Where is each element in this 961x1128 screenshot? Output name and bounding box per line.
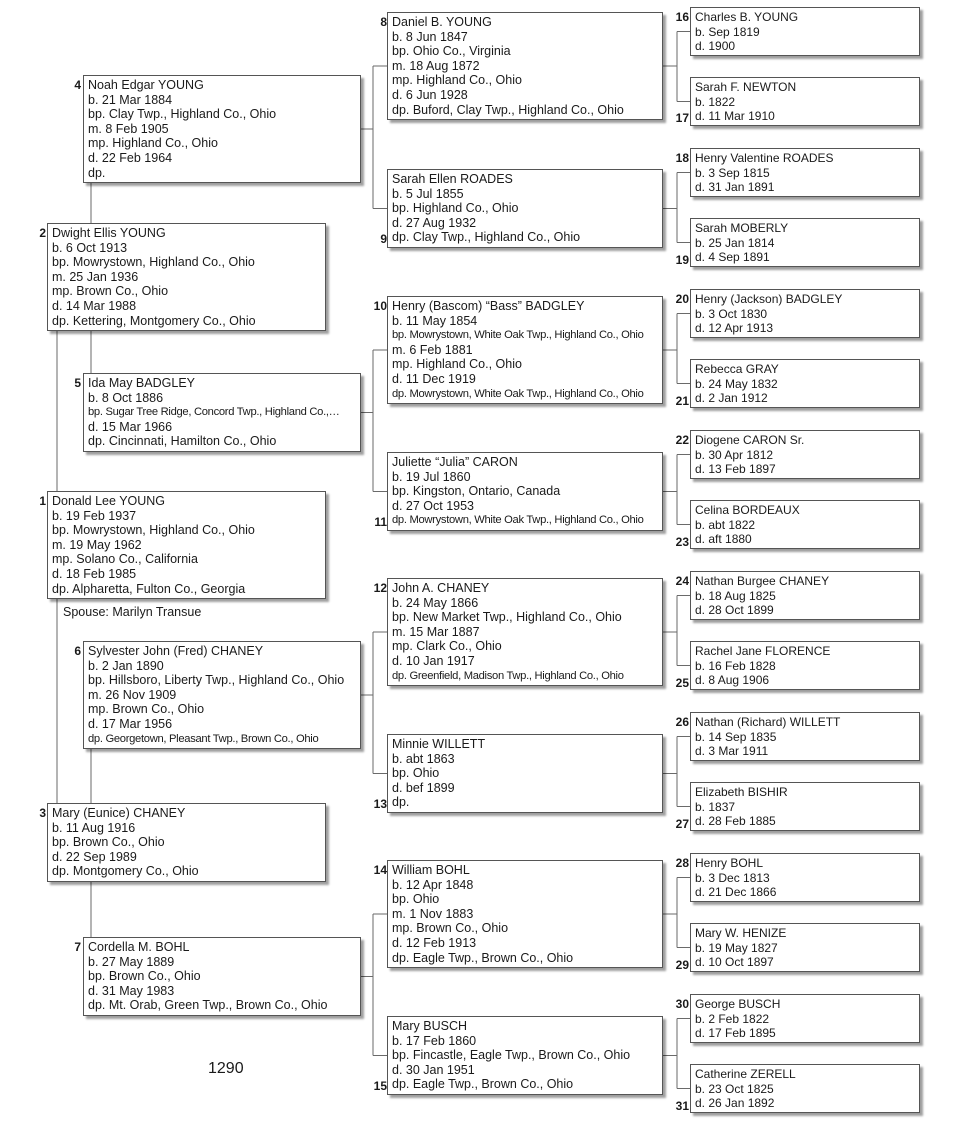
person-name: Elizabeth BISHIR <box>695 785 788 799</box>
person-box-20 <box>690 289 920 338</box>
person-fact: bp. Hillsboro, Liberty Twp., Highland Co., Ohio <box>88 673 345 688</box>
ahnentafel-number: 18 <box>675 151 689 165</box>
ahnentafel-number: 17 <box>675 111 689 125</box>
person-fact: bp. Highland Co., Ohio <box>392 201 519 216</box>
person-fact: bp. New Market Twp., Highland Co., Ohio <box>392 610 622 625</box>
person-box-27 <box>690 782 920 831</box>
person-fact: d. 6 Jun 1928 <box>392 87 468 102</box>
person-fact: d. 17 Mar 1956 <box>88 716 173 731</box>
person-fact: b. 17 Feb 1860 <box>392 1033 477 1048</box>
ahnentafel-number: 25 <box>675 676 689 690</box>
person-name: Noah Edgar YOUNG <box>88 78 204 92</box>
person-fact: dp. Clay Twp., Highland Co., Ohio <box>392 230 581 245</box>
ahnentafel-number: 24 <box>675 574 689 588</box>
person-fact: b. 16 Feb 1828 <box>695 658 776 673</box>
person-fact: mp. Highland Co., Ohio <box>392 73 522 88</box>
ahnentafel-number: 22 <box>675 433 689 447</box>
person-box-16 <box>690 7 920 56</box>
person-fact: bp. Ohio <box>392 766 440 781</box>
person-fact: d. aft 1880 <box>695 532 752 547</box>
ahnentafel-number: 1 <box>39 494 46 508</box>
person-fact: bp. Brown Co., Ohio <box>88 969 201 984</box>
person-fact: mp. Clark Co., Ohio <box>392 639 502 654</box>
person-fact: d. 12 Apr 1913 <box>695 321 774 336</box>
person-fact: b. 8 Jun 1847 <box>392 29 468 44</box>
person-fact: b. 1822 <box>695 94 736 109</box>
person-fact: d. 26 Jan 1892 <box>695 1096 775 1111</box>
person-fact: d. 17 Feb 1895 <box>695 1026 776 1041</box>
person-fact: dp. Eagle Twp., Brown Co., Ohio <box>392 950 574 965</box>
person-fact: b. 2 Jan 1890 <box>88 658 164 673</box>
person-box-29 <box>690 923 920 972</box>
ahnentafel-number: 16 <box>675 10 689 24</box>
person-fact: d. 10 Jan 1917 <box>392 653 475 668</box>
person-fact: bp. Brown Co., Ohio <box>52 835 165 850</box>
person-box-19 <box>690 218 920 267</box>
person-box-18 <box>690 148 920 197</box>
ahnentafel-number: 7 <box>74 940 81 954</box>
person-box-13 <box>387 734 663 813</box>
person-box-31 <box>690 1064 920 1113</box>
person-fact: d. 1900 <box>695 39 736 54</box>
person-box-7 <box>83 937 361 1016</box>
person-box-30 <box>690 994 920 1043</box>
person-fact: bp. Mowrystown, Highland Co., Ohio <box>52 523 255 538</box>
person-fact: dp. Kettering, Montgomery Co., Ohio <box>52 313 256 328</box>
person-fact: d. 11 Dec 1919 <box>392 371 476 386</box>
person-name: Daniel B. YOUNG <box>392 15 492 29</box>
person-box-6 <box>83 641 361 749</box>
person-fact: mp. Solano Co., California <box>52 552 198 567</box>
ahnentafel-number: 21 <box>675 394 689 408</box>
person-fact: d. 18 Feb 1985 <box>52 566 137 581</box>
person-fact: m. 26 Nov 1909 <box>88 687 177 702</box>
ahnentafel-number: 10 <box>373 299 387 313</box>
ahnentafel-number: 30 <box>675 997 689 1011</box>
person-fact: m. 1 Nov 1883 <box>392 906 474 921</box>
person-name: Rachel Jane FLORENCE <box>695 644 831 658</box>
person-fact: m. 18 Aug 1872 <box>392 58 480 73</box>
person-fact: d. bef 1899 <box>392 780 455 795</box>
person-fact: bp. Mowrystown, White Oak Twp., Highland Co., Ohio <box>392 329 644 342</box>
person-fact: bp. Clay Twp., Highland Co., Ohio <box>88 107 277 122</box>
person-name: Nathan Burgee CHANEY <box>695 574 830 588</box>
ahnentafel-number: 8 <box>380 15 387 29</box>
person-fact: d. 27 Oct 1953 <box>392 498 475 513</box>
person-fact: b. 21 Mar 1884 <box>88 92 173 107</box>
ahnentafel-number: 19 <box>675 253 689 267</box>
ahnentafel-number: 13 <box>373 797 387 811</box>
person-fact: dp. Buford, Clay Twp., Highland Co., Ohio <box>392 102 624 117</box>
person-fact: bp. Ohio <box>392 892 440 907</box>
person-fact: m. 25 Jan 1936 <box>52 269 139 284</box>
person-box-5 <box>83 373 361 452</box>
person-fact: b. 19 Jul 1860 <box>392 469 471 484</box>
person-fact: b. 3 Dec 1813 <box>695 870 770 885</box>
person-box-8 <box>387 12 663 120</box>
person-fact: d. 21 Dec 1866 <box>695 885 777 900</box>
person-name: Henry (Bascom) “Bass” BADGLEY <box>392 299 585 313</box>
person-fact: b. 11 May 1854 <box>392 313 478 328</box>
person-fact: b. 19 Feb 1937 <box>52 508 137 523</box>
person-name: Donald Lee YOUNG <box>52 494 166 508</box>
person-name: John A. CHANEY <box>392 581 490 595</box>
person-name: Dwight Ellis YOUNG <box>52 226 166 240</box>
person-fact: dp. Mt. Orab, Green Twp., Brown Co., Ohio <box>88 998 328 1013</box>
spouse-note <box>63 605 201 619</box>
person-box-23 <box>690 500 920 549</box>
ahnentafel-number: 27 <box>675 817 689 831</box>
ahnentafel-number: 4 <box>74 78 81 92</box>
person-fact: dp. Montgomery Co., Ohio <box>52 864 199 879</box>
person-name: Charles B. YOUNG <box>695 10 799 24</box>
person-name: Catherine ZERELL <box>695 1067 796 1081</box>
person-fact: mp. Brown Co., Ohio <box>52 284 169 299</box>
person-name: Juliette “Julia” CARON <box>392 455 518 469</box>
person-fact: d. 22 Feb 1964 <box>88 150 173 165</box>
person-box-25 <box>690 641 920 690</box>
ahnentafel-number: 2 <box>39 226 46 240</box>
ahnentafel-number: 3 <box>39 806 46 820</box>
person-fact: d. 8 Aug 1906 <box>695 673 770 688</box>
person-name: Diogene CARON Sr. <box>695 433 805 447</box>
person-fact: mp. Highland Co., Ohio <box>88 136 218 151</box>
person-fact: d. 27 Aug 1932 <box>392 215 477 230</box>
person-name: Minnie WILLETT <box>392 737 486 751</box>
person-fact: b. 2 Feb 1822 <box>695 1011 770 1026</box>
person-fact: bp. Fincastle, Eagle Twp., Brown Co., Ohio <box>392 1048 631 1063</box>
person-name: Cordella M. BOHL <box>88 940 190 954</box>
person-fact: dp. Cincinnati, Hamilton Co., Ohio <box>88 434 277 449</box>
person-fact: b. 14 Sep 1835 <box>695 729 777 744</box>
person-name: Henry (Jackson) BADGLEY <box>695 292 843 306</box>
person-fact: b. 19 May 1827 <box>695 940 778 955</box>
person-fact: dp. Alpharetta, Fulton Co., Georgia <box>52 581 246 596</box>
person-fact: b. 24 May 1832 <box>695 376 778 391</box>
person-name: William BOHL <box>392 863 470 877</box>
person-fact: dp. Greenfield, Madison Twp., Highland Co., Ohio <box>392 669 624 682</box>
ahnentafel-number: 6 <box>74 644 81 658</box>
person-fact: d. 12 Feb 1913 <box>392 935 477 950</box>
person-name: Rebecca GRAY <box>695 362 779 376</box>
person-fact: d. 13 Feb 1897 <box>695 462 776 477</box>
person-fact: b. 3 Sep 1815 <box>695 165 770 180</box>
person-fact: bp. Ohio Co., Virginia <box>392 44 511 59</box>
person-fact: d. 31 Jan 1891 <box>695 180 775 195</box>
person-box-12 <box>387 578 663 686</box>
person-fact: b. 11 Aug 1916 <box>52 820 136 835</box>
ahnentafel-number: 23 <box>675 535 689 549</box>
spouse-name: Marilyn Transue <box>112 605 202 619</box>
person-fact: bp. Sugar Tree Ridge, Concord Twp., Highland Co.,… <box>88 406 340 419</box>
person-fact: dp. <box>392 795 410 810</box>
person-fact: m. 15 Mar 1887 <box>392 624 480 639</box>
page-number: 1290 <box>208 1060 244 1077</box>
person-box-21 <box>690 359 920 408</box>
person-box-3 <box>47 803 326 882</box>
person-name: Mary BUSCH <box>392 1019 468 1033</box>
ahnentafel-number: 11 <box>374 515 387 529</box>
person-fact: bp. Mowrystown, Highland Co., Ohio <box>52 255 255 270</box>
person-fact: b. 8 Oct 1886 <box>88 390 164 405</box>
person-fact: dp. Georgetown, Pleasant Twp., Brown Co., Ohio <box>88 732 319 745</box>
ahnentafel-number: 28 <box>675 856 689 870</box>
person-box-15 <box>387 1016 663 1095</box>
spouse-label: Spouse: <box>63 605 109 619</box>
person-name: Mary (Eunice) CHANEY <box>52 806 186 820</box>
person-name: Sylvester John (Fred) CHANEY <box>88 644 264 658</box>
person-fact: d. 28 Feb 1885 <box>695 814 776 829</box>
person-box-26 <box>690 712 920 761</box>
person-fact: d. 2 Jan 1912 <box>695 391 768 406</box>
person-fact: b. 1837 <box>695 799 736 814</box>
person-name: Henry Valentine ROADES <box>695 151 834 165</box>
person-fact: dp. Mowrystown, White Oak Twp., Highland Co., Ohio <box>392 514 644 527</box>
person-box-17 <box>690 77 920 126</box>
person-fact: d. 4 Sep 1891 <box>695 250 770 265</box>
person-fact: dp. Mowrystown, White Oak Twp., Highland Co., Ohio <box>392 387 644 400</box>
person-box-9 <box>387 169 663 248</box>
person-box-22 <box>690 430 920 479</box>
person-fact: d. 3 Mar 1911 <box>695 744 769 759</box>
person-box-1 <box>47 491 326 599</box>
person-fact: dp. <box>88 165 106 180</box>
person-name: Celina BORDEAUX <box>695 503 800 517</box>
ahnentafel-number: 9 <box>380 232 387 246</box>
ahnentafel-number: 15 <box>373 1079 387 1093</box>
person-fact: mp. Brown Co., Ohio <box>88 702 205 717</box>
person-fact: m. 6 Feb 1881 <box>392 342 473 357</box>
person-fact: d. 30 Jan 1951 <box>392 1062 475 1077</box>
person-fact: d. 22 Sep 1989 <box>52 849 137 864</box>
person-fact: dp. Eagle Twp., Brown Co., Ohio <box>392 1077 574 1092</box>
person-fact: d. 14 Mar 1988 <box>52 298 137 313</box>
ahnentafel-number: 31 <box>675 1099 689 1113</box>
person-fact: b. 6 Oct 1913 <box>52 240 128 255</box>
ahnentafel-number: 5 <box>74 376 81 390</box>
person-fact: b. abt 1822 <box>695 517 756 532</box>
person-box-24 <box>690 571 920 620</box>
person-fact: mp. Highland Co., Ohio <box>392 357 522 372</box>
person-name: Sarah F. NEWTON <box>695 80 797 94</box>
person-fact: m. 19 May 1962 <box>52 537 142 552</box>
person-box-10 <box>387 296 663 404</box>
person-fact: d. 11 Mar 1910 <box>695 109 775 124</box>
ahnentafel-number: 14 <box>373 863 387 877</box>
person-box-2 <box>47 223 326 331</box>
person-fact: m. 8 Feb 1905 <box>88 121 169 136</box>
person-name: Sarah MOBERLY <box>695 221 789 235</box>
person-fact: bp. Kingston, Ontario, Canada <box>392 484 561 499</box>
person-fact: b. 23 Oct 1825 <box>695 1081 774 1096</box>
person-fact: b. 24 May 1866 <box>392 595 479 610</box>
person-name: Mary W. HENIZE <box>695 926 787 940</box>
person-fact: b. 25 Jan 1814 <box>695 235 775 250</box>
person-fact: b. 3 Oct 1830 <box>695 306 768 321</box>
person-fact: mp. Brown Co., Ohio <box>392 921 509 936</box>
ahnentafel-number: 29 <box>675 958 689 972</box>
person-fact: d. 10 Oct 1897 <box>695 955 774 970</box>
person-fact: d. 31 May 1983 <box>88 983 175 998</box>
person-box-11 <box>387 452 663 531</box>
ahnentafel-number: 12 <box>373 581 387 595</box>
person-box-14 <box>387 860 663 968</box>
person-fact: b. 27 May 1889 <box>88 954 175 969</box>
person-name: George BUSCH <box>695 997 781 1011</box>
person-fact: d. 28 Oct 1899 <box>695 603 774 618</box>
ahnentafel-number: 26 <box>675 715 689 729</box>
person-name: Ida May BADGLEY <box>88 376 195 390</box>
person-fact: d. 15 Mar 1966 <box>88 419 173 434</box>
person-fact: b. Sep 1819 <box>695 24 760 39</box>
person-name: Nathan (Richard) WILLETT <box>695 715 841 729</box>
person-box-28 <box>690 853 920 902</box>
person-fact: b. 12 Apr 1848 <box>392 877 474 892</box>
person-fact: b. 18 Aug 1825 <box>695 588 776 603</box>
person-fact: b. abt 1863 <box>392 751 455 766</box>
person-name: Henry BOHL <box>695 856 764 870</box>
person-fact: b. 30 Apr 1812 <box>695 447 774 462</box>
person-fact: b. 5 Jul 1855 <box>392 186 464 201</box>
ahnentafel-number: 20 <box>675 292 689 306</box>
person-name: Sarah Ellen ROADES <box>392 172 513 186</box>
person-box-4 <box>83 75 361 183</box>
